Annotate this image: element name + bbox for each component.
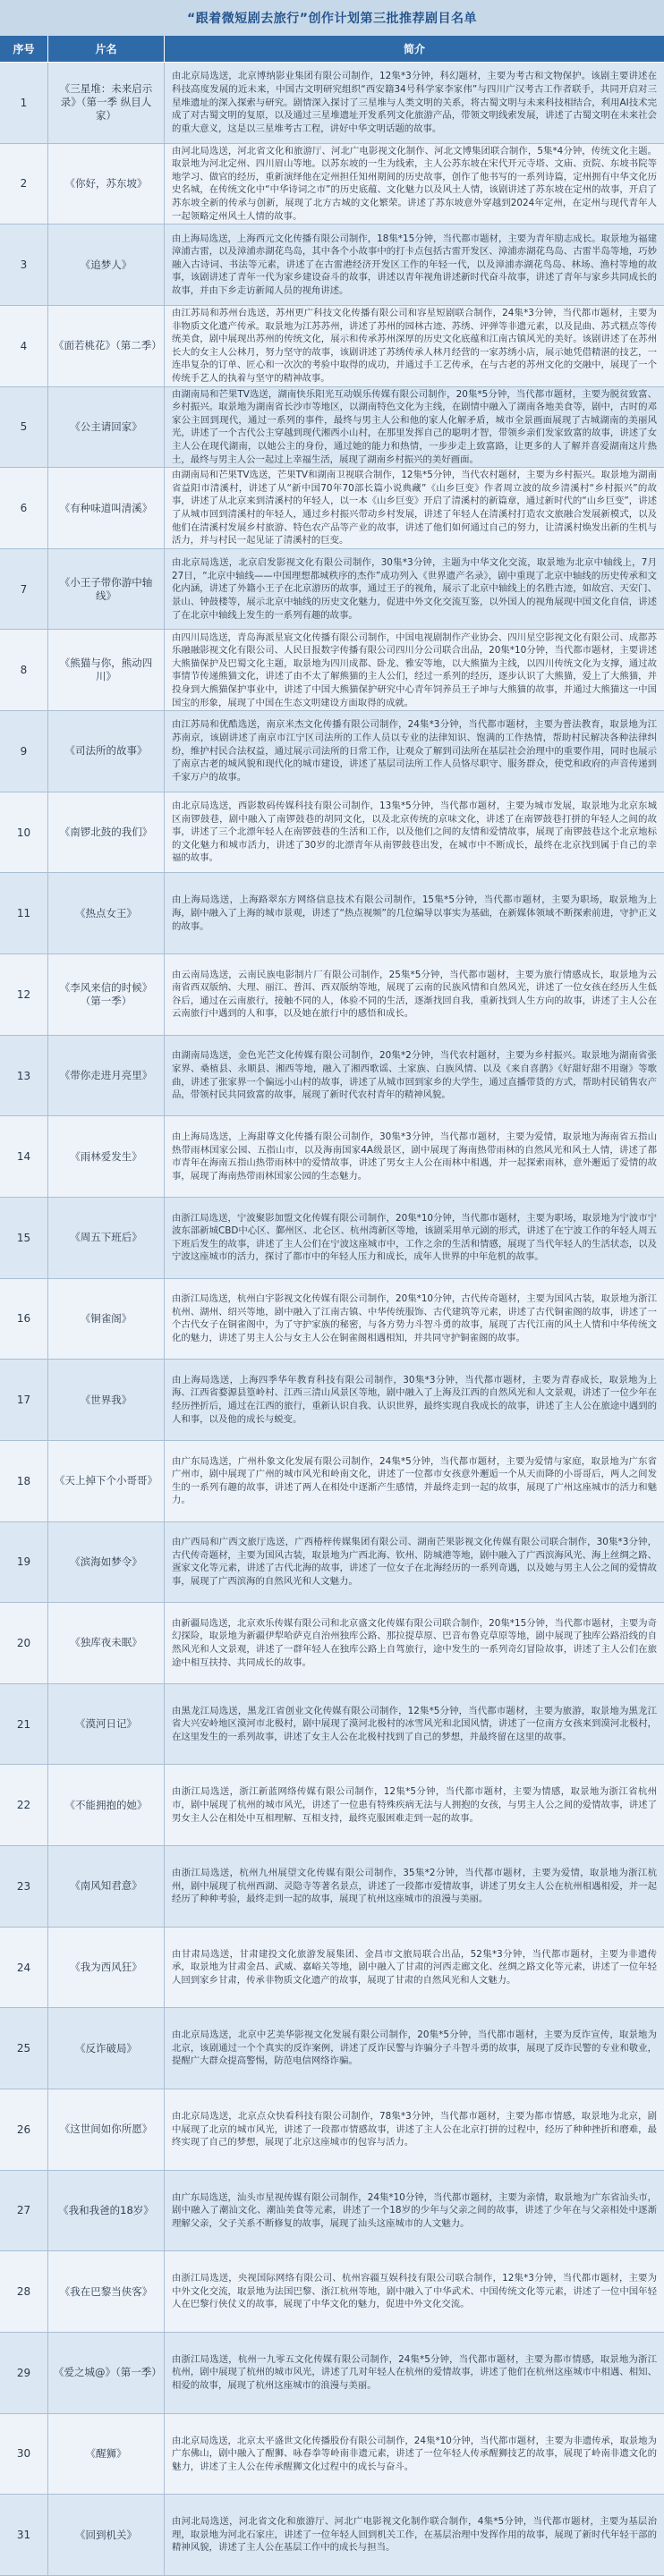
table-row <box>0 1928 664 2009</box>
row-number: 17 <box>0 1360 48 1440</box>
row-intro: 由黑龙江局选送，黑龙江省创业文化传媒有限公司制作，12集*5分钟，当代都市题材，主要为旅游，取景地为黑龙江省大兴安岭地区漠河市北极村，剧中展现了漠河北极村的冰雪风光和北国风情，讲述了一位南方女孩来到漠河北极村，在这里发生的一系列故事，讲述了女主人公在北极村找到了自己的梦想，并最终留在这里的故事。 <box>172 1705 657 1742</box>
row-title: 《司法所的故事》 <box>48 711 165 792</box>
row-title: 《天上掉下个小哥哥》 <box>48 1441 165 1521</box>
row-title: 《南锣北鼓的我们》 <box>48 792 165 873</box>
row-number: 16 <box>0 1279 48 1360</box>
row-number: 9 <box>0 711 48 792</box>
row-number: 12 <box>0 954 48 1035</box>
row-number: 4 <box>0 306 48 386</box>
row-title: 《热点女王》 <box>48 873 165 953</box>
row-title: 《回到机关》 <box>48 2495 165 2575</box>
row-intro: 由广东局选送，汕头市星视传媒有限公司制作，24集*10分钟，当代都市题材，主要为亲情，取景地为广东省汕头市，剧中融入了潮汕文化、潮汕美食等元素，讲述了一个18岁的少年与父亲之间的故事，讲述了少年在与父亲相处中逐渐理解父亲，父子关系不断修复的故事，展现了汕头这座城市的人文魅力。 <box>172 2191 657 2229</box>
table-row <box>0 549 664 631</box>
row-title: 《我为西风狂》 <box>48 1928 165 2008</box>
row-title: 《带你走进月亮里》 <box>48 1036 165 1116</box>
row-number: 3 <box>0 225 48 305</box>
row-title: 《周五下班后》 <box>48 1198 165 1278</box>
row-title: 《漠河日记》 <box>48 1684 165 1765</box>
row-intro: 由浙江局选送，宁波聚影加盟文化传媒有限公司制作，20集*10分钟，当代都市题材，主要为职场，取景地为宁波市宁波东部新城CBD中心区、鄞州区、北仑区、杭州湾新区等地，该剧采用单元剧的形式，讲述了在宁波工作的年轻人周五下班后发生的故事，讲述了主人公们在宁波这座城市中，工作之余的生活和情感，展现了当代年轻人的生活状态，以及宁波这座城市的活力，探讨了都市中的年轻人压力和成长，成年人世界的中年危机的故事。 <box>172 1212 657 1263</box>
row-title: 《滨海如梦令》 <box>48 1522 165 1603</box>
row-number: 7 <box>0 549 48 630</box>
row-intro: 由北京局选送，北京点众快看科技有限公司制作，78集*3分钟，当代都市题材，主要为都市情感，取景地为北京，剧中展现了北京的城市风光，讲述了一段都市情感故事，讲述了主人公在北京打拼的过程中，经历了种种挫折和磨难，最终实现了自己的梦想，展现了北京这座城市的包容与活力。 <box>172 2110 657 2148</box>
row-intro: 由四川局选送，青岛海派星宸文化传播有限公司制作，中国电视剧制作产业协会、四川星空影视文化有限公司、成都苏乐融融影视文化有限公司、人民日报数字传播有限公司四川分公司联合出品，20集*10分钟，当代都市题材，主要讲述大熊猫保护及巴蜀文化主题，取景地为四川成都、卧龙、雅安等地，以大熊猫为主线，以四川传统文化为支撑，通过故事情节传递熊猫文化，讲述了由不太了解熊猫的主人公们，经过一系列的经历，逐步认识了大熊猫，爱上了大熊猫，并投身到大熊猫保护事业中，讲述了中国大熊猫保护研究中心青年饲养员王子坤与大熊猫的故事，并通过大熊猫这一中国国宝的形象，展现了中国在生态文明建设方面取得的成就。 <box>172 631 657 708</box>
row-intro: 由云南局选送，云南民族电影制片厂有限公司制作，25集*5分钟，当代都市题材，主要为旅行情感成长，取景地为云南省西双版纳、大理、丽江、普洱、西双版纳等地，展现了云南的民族风情和自然风光，讲述了一位女孩在经历人生低谷后，通过在云南旅行，接触不同的人，体验不同的生活，逐渐找回自我，重新找到人生方向的故事，讲述了主人公在云南旅行中遇到的人和事，以及她在旅行中的感悟和成长。 <box>172 969 657 1020</box>
table-body <box>0 63 664 2576</box>
row-intro: 由河北局选送，河北省文化和旅游厅、河北广电影视文化制作联合制作，4集*5分钟，当代都市题材，主要为基层治理，取景地为河北石家庄，讲述了一位年轻人回到机关工作，在基层治理中发挥作用的故事，展现了新时代年轻干部的精神风貌，讲述了主人公在基层工作中的成长与担当。 <box>172 2516 657 2554</box>
table-row <box>0 1036 664 1117</box>
row-title: 《不能拥抱的她》 <box>48 1765 165 1845</box>
row-intro: 由浙江局选送，浙江新蓝网络传媒有限公司制作，12集*5分钟，当代都市题材，主要为情感，取景地为浙江省杭州市，剧中展现了杭州的城市风光，讲述了一位患有特殊疾病无法与人拥抱的女孩，与男主人公之间的爱情故事，讲述了男女主人公在相处中互相理解、互相支持，最终克服困难走到一起的故事。 <box>172 1786 657 1824</box>
row-intro: 由上海局选送，上海四季华年教育科技有限公司制作，30集*3分钟，当代都市题材，主要为青春成长，取景地为上海、江西省婺源县篁岭村、江西三清山风景区等地，剧中融入了上海及江西的自然风光和人文景观，讲述了一位少年在经历挫折后，通过在江西的旅行，重新认识自我、认识世界，最终实现自我成长的故事，讲述了主人公在旅途中遇到的人和事，以及他的成长与蜕变。 <box>172 1374 657 1425</box>
row-intro: 由江苏局和苏州台选送，苏州更广科技文化传播有限公司和容星短剧联合制作，24集*3分钟，当代都市题材，主要为非物质文化遗产传承。取景地为江苏苏州，讲述了苏州的园林古迹、苏绣、评弹等非遗元素，以及昆曲、苏式糕点等传统美食，剧中展现出苏州的传统文化，展示和传承苏州深厚的历史文化底蕴和江南古镇风光的美好。该剧讲述了在苏州长大的女主人公林月，努力坚守的故事，该剧讲述了苏绣传承人林月经营的一家苏绣小店，展示她凭借精湛的技艺，一连串复杂的订单、匠心和一次次的考验中取得的成功，并通过手工艺传承，在与古老的苏州文化的交融中，展现了一个传统手艺人的执着与坚守的精神故事。 <box>172 307 657 384</box>
table-row <box>0 1116 664 1198</box>
row-intro: 由广东局选送，广州朴象文化发展有限公司制作，24集*5分钟，当代都市题材，主要为爱情与家庭，取景地为广东省广州市，剧中展现了广州的城市风光和岭南文化，讲述了一位都市女孩意外邂逅一个从天而降的小哥哥后，两人之间发生的一系列有趣的故事，讲述了两人在相处中逐渐产生感情，并最终走到一起的故事，展现了广州这座城市的活力和魅力。 <box>172 1455 657 1506</box>
table-row <box>0 63 664 144</box>
row-number: 8 <box>0 630 48 710</box>
table-row <box>0 2333 664 2414</box>
row-intro: 由北京局选送，北京启发影视文化有限公司制作，30集*3分钟，主题为中华文化交流，取景地为北京中轴线上，7月27日，“北京中轴线——中国理想都城秩序的杰作”成功列入《世界遗产名录》，剧中重现了北京中轴线的历史传承和文化内涵，讲述了外籍小王子在北京游历的故事，通过王子的视角，展示了北京中轴线上的名胜古迹，如故宫、天安门、景山、钟鼓楼等，展示北京中轴线的历史文化魅力，促进中外文化交流互鉴，以外国人的视角展现中国文化自信，讲述了在北京中轴线上发生的一系列有趣的故事。 <box>172 557 657 621</box>
row-number: 6 <box>0 468 48 548</box>
row-number: 28 <box>0 2251 48 2332</box>
table-row <box>0 468 664 549</box>
row-number: 31 <box>0 2495 48 2575</box>
row-number: 5 <box>0 387 48 468</box>
row-number: 13 <box>0 1036 48 1116</box>
row-intro: 由浙江局选送，央视国际网络有限公司、杭州容疆互娱科技有限公司联合制作，12集*3分钟，当代都市题材，主要为中外文化交流，取景地为法国巴黎、浙江杭州等地，剧中融入了中华武术、中国传统文化等元素，讲述了一位中国年轻人在巴黎行侠仗义的故事，展现了中华文化的魅力，促进中外文化交流。 <box>172 2273 657 2310</box>
table-row <box>0 630 664 711</box>
row-title: 《南风知君意》 <box>48 1846 165 1927</box>
row-intro: 由新疆局选送，北京欢乐传媒有限公司和北京盛文化传媒有限公司联合制作，20集*15分钟，当代都市题材，主要为奇幻探险，取景地为新疆伊犁哈萨克自治州独库公路、那拉提草原、巴音布鲁克草原等地，剧中展现了独库公路沿线的自然风光和人文景观，讲述了一群年轻人在独库公路上自驾旅行，途中发生的一系列奇幻冒险故事，讲述了主人公们在旅途中相互扶持、共同成长的故事。 <box>172 1617 657 1668</box>
row-intro: 由上海局选送，上海路翠东方网络信息技术有限公司制作，15集*5分钟，当代都市题材，主要为职场，取景地为上海，剧中融入了上海的城市景观，讲述了“热点视频”的几位编导以事实为基础，在新媒体领域不断探索前进，守护正义的故事。 <box>172 894 657 932</box>
row-intro: 由广西局和广西文旅厅选送，广西椿梓传媒集团有限公司、湖南芒果影视文化传媒有限公司联合制作，30集*3分钟，古代传奇题材，主要为国风古装，取景地为广西北海、钦州、防城港等地，剧中融入了广西滨海风光、海上丝绸之路、疍家文化等元素，讲述了古代北海的故事，讲述了一位女子在北海经历的一系列奇遇，以及她与男主人公之间的爱情故事，展现了广西滨海的自然风光和人文魅力。 <box>172 1537 657 1587</box>
row-title: 《独库夜未眠》 <box>48 1603 165 1683</box>
row-number: 29 <box>0 2333 48 2413</box>
row-number: 11 <box>0 873 48 953</box>
page-title: “跟着微短剧去旅行”创作计划第三批推荐剧目名单 <box>187 12 477 26</box>
table-row <box>0 2089 664 2171</box>
row-number: 18 <box>0 1441 48 1521</box>
table-row <box>0 2251 664 2333</box>
row-number: 1 <box>0 63 48 143</box>
row-intro: 由北京局选送，西影数码传媒科技有限公司制作，13集*5分钟，当代都市题材，主要为城市发展，取景地为北京东城区南锣鼓巷，剧中融入了南锣鼓巷的胡同文化，以及北京传统的京味文化，讲述了在南锣鼓巷打拼的年轻人之间的故事，讲述了三个北漂年轻人在南锣鼓巷的生活和工作，以及他们之间的友情和爱情故事，展现了南锣鼓巷这个北京地标的文化魅力和城市活力，讲述了30岁的北漂青年从南锣鼓巷出发，在城市中不断成长，最终在北京找到属于自己的幸福的故事。 <box>172 801 657 864</box>
row-number: 21 <box>0 1684 48 1765</box>
table-row <box>0 711 664 792</box>
row-intro: 由上海局选送，上海西元文化传播有限公司制作，18集*15分钟，当代都市题材，主要为青年励志成长。取景地为福建漳浦古雷，以及漳浦赤湖花鸟岛，其中各个小故事中的打卡点包括古雷开发区、漳浦赤湖花鸟岛、古雷半岛等地，巧妙融入古诗词、书法等元素，讲述了在古雷港经济开发区工作的年轻一代，以及漳浦赤湖花鸟岛、林场、渔村等地的故事，该剧讲述了青年一代为家乡建设奋斗的故事，讲述以青年视角讲述新时代奋斗故事，讲述了青年与家乡共同成长的故事，并由下乡走访新闻人员的视角讲述。 <box>172 233 657 296</box>
table-row <box>0 1360 664 1441</box>
row-number: 14 <box>0 1116 48 1197</box>
table-row <box>0 1846 664 1928</box>
row-intro: 由湖南局选送，金色光芒文化传媒有限公司制作，20集*2分钟，当代农村题材，主要为乡村振兴。取景地为湖南省张家界、桑植县、永顺县、湘西等地，融入了湘西歌谣、土家族、白族风情、以及《来自喜鹊》《好甜好甜不用谢》等歌曲，讲述了张家界一个偏远小山村的故事，讲述了从城市回到家乡的大学生，通过直播带货的方式，帮助村民销售农产品，带领村民共同致富的故事，展现了新时代农村青年的精神风貌。 <box>172 1050 657 1101</box>
row-number: 10 <box>0 792 48 873</box>
row-title: 《熊猫与你，熊动四川》 <box>48 630 165 710</box>
table-row <box>0 1522 664 1604</box>
row-intro: 由浙江局选送，杭州白宇影视文化传媒有限公司制作，20集*10分钟，古代传奇题材，主要为国风古装，取景地为浙江杭州、湖州、绍兴等地，剧中融入了江南古镇、中华传统服饰、古代建筑等元素，讲述了古代铜雀阁的故事，讲述了一个古代女子在铜雀阁中，为了守护家族的秘密，与各方势力斗智斗勇的故事，展现了古代江南的风土人情和中华传统文化的魅力，讲述了男主人公与女主人公在铜雀阁相遇相知，并共同守护铜雀阁的故事。 <box>172 1293 657 1344</box>
row-number: 19 <box>0 1522 48 1603</box>
row-intro: 由北京局选送，北京太平盛世文化传播股份有限公司制作，24集*10分钟，当代都市题材，主要为非遗传承，取景地为广东佛山，剧中融入了醒狮、咏春拳等岭南非遗元素，讲述了一位年轻人传承醒狮技艺的故事，展现了岭南非遗文化的魅力，讲述了主人公在传承醒狮文化过程中的成长与奋斗。 <box>172 2435 657 2472</box>
row-intro: 由北京局选送，北京博纳影业集团有限公司制作，12集*3分钟，科幻题材，主要为考古和文物保护。该剧主要讲述在科技高度发展的近未来，中国古文明研究组织“西安籍34号科学家李家伟”与四川广汉考古工作者联手，共同开启对三星堆遗址的深入探索与研究。剧情深入探讨了三星堆与人类文明的关系，将古蜀文明与未来科技相结合，利用AI技术完成了对古蜀文明的复原，以及通过三星堆遗址开发系列文化旅游产品，带领文明线索发展，讲述了古蜀文明在未来社会的重大意义，这是以三星堆考古工程，讲好中华文明话题的故事。 <box>172 71 657 134</box>
table-row <box>0 2171 664 2252</box>
row-title: 《铜雀阁》 <box>48 1279 165 1360</box>
row-intro: 由浙江局选送，杭州一九零五文化传媒有限公司制作，24集*5分钟，当代都市题材，主要为都市情感，取景地为浙江杭州，剧中展现了杭州的城市风光，讲述了几对年轻人在杭州的爱情故事，讲述了他们在杭州这座城市中相遇、相知、相爱的故事，展现了杭州这座城市的浪漫与美丽。 <box>172 2353 657 2392</box>
row-intro: 由湖南局和芒果TV选送，芒果TV和湖南卫视联合制作，12集*5分钟，当代农村题材，主要为乡村振兴。取景地为湖南省益阳市清溪村，讲述了从“新中国70年70部长篇小说典藏”《山乡巨变》作者周立波的故乡清溪村“乡村振兴”的故事，讲述了从北京来到清溪村的年轻人，以一本《山乡巨变》开启了清溪村的新篇章，通过新时代的“山乡巨变”，讲述了从城市回到清溪村的年轻人，通过乡村振兴带动乡村发展，讲述了年轻人在清溪村打造农文旅融合发展新模式，以及他们在清溪村发展乡村旅游、特色农产品等产业的故事，讲述了他们如何通过自己的努力，让清溪村焕发出新的生机与活力，并与村民一起见证了清溪村的巨变。 <box>172 470 657 547</box>
row-title: 《你好，苏东坡》 <box>48 144 165 225</box>
table-row <box>0 954 664 1036</box>
table-row <box>0 1765 664 1846</box>
row-number: 30 <box>0 2414 48 2495</box>
row-intro: 由河北局选送，河北省文化和旅游厅、河北广电影视文化制作、河北文博集团联合制作，5集*4分钟，传统文化主题。取景地为河北定州、四川眉山等地。以苏东坡的一生为线索，主人公苏东坡在宋代开元寺塔、文庙、贡院、东坡书院等地学习、做官的经历，重新演绎他在定州担任知州期间的历史故事，创作了他书写的一系列诗篇，定州拥有中华文化历史名城，在传统文化中“中华诗词之市”的历史底蕴、文化魅力以及风土人情，该剧讲述了苏东坡在定州的故事，开启了苏东坡全新的传承与创新，展现了北方古城的文化繁荣。讲述了苏东坡意外穿越到2024年定州，在定州与现代青年人一起领略定州风土人情的故事。 <box>172 145 657 222</box>
table-row <box>0 225 664 306</box>
table-row <box>0 1684 664 1766</box>
row-number: 15 <box>0 1198 48 1278</box>
row-intro: 由上海局选送，上海甜尊文化传播有限公司制作，30集*3分钟，当代都市题材，主要为爱情，取景地为海南省五指山热带雨林国家公园、五指山市，以及海南国家4A级景区，剧中展现了海南热带雨林的自然风光和风土人情，讲述了都市青年在海南五指山热带雨林中的爱情故事，讲述了男女主人公在雨林中相遇，并一起探索雨林，意外邂逅了爱情的故事，展现了海南热带雨林国家公园的生态魅力。 <box>172 1131 657 1182</box>
row-title: 《追梦人》 <box>48 225 165 305</box>
row-number: 26 <box>0 2089 48 2170</box>
row-number: 25 <box>0 2008 48 2089</box>
row-title: 《面若桃花》（第二季） <box>48 306 165 386</box>
row-number: 20 <box>0 1603 48 1683</box>
row-intro: 由江苏局和优酷选送，南京米杰文化传播有限公司制作，24集*3分钟，当代都市题材，主要为普法教育，取景地为江苏南京，该剧讲述了南京市江宁区司法所的工作人员以专业的法律知识、饱满的工作热情，帮助村民解决各种法律纠纷，维护村民合法权益，通过展示司法所的日常工作，让观众了解到司法所在基层社会治理中的重要作用，同时也展示了南京古老的城风貌和现代化的城市建设，讲述了基层司法所工作人员恪尽职守、服务群众，使党和政府的声音传递到千家万户的故事。 <box>172 719 657 783</box>
table-row <box>0 387 664 469</box>
row-intro: 由甘肃局选送，甘肃建投文化旅游发展集团、金昌市文旅局联合出品，52集*3分钟，当代都市题材，主要为非遗传承，取景地为甘肃金昌、武威、嘉峪关等地，剧中融入了甘肃的河西走廊文化、丝绸之路文化等元素，讲述了一位年轻人回到家乡甘肃，传承非物质文化遗产的故事，展现了甘肃的自然风光和人文魅力。 <box>172 1948 657 1986</box>
row-title: 《我和我爸的18岁》 <box>48 2171 165 2251</box>
header-number: 序号 <box>0 36 48 62</box>
row-number: 22 <box>0 1765 48 1845</box>
table-row <box>0 1279 664 1360</box>
row-title: 《小王子带你游中轴线》 <box>48 549 165 630</box>
row-title: 《这世间如你所愿》 <box>48 2089 165 2170</box>
table-row <box>0 792 664 874</box>
table-row <box>0 2008 664 2089</box>
row-number: 23 <box>0 1846 48 1927</box>
table-row <box>0 2495 664 2576</box>
table-row <box>0 873 664 954</box>
row-number: 2 <box>0 144 48 225</box>
row-number: 27 <box>0 2171 48 2251</box>
row-title: 《反诈破局》 <box>48 2008 165 2089</box>
row-title: 《爱之城@》（第一季） <box>48 2333 165 2413</box>
row-intro: 由北京局选送，北京中艺美华影视文化发展有限公司制作，20集*5分钟，当代都市题材，主要为反诈宣传，取景地为北京，该剧通过一个个真实的反诈案例，讲述了反诈民警与诈骗分子斗智斗勇的故事，展现了反诈民警的专业和敬业，提醒广大群众提高警惕，防范电信网络诈骗。 <box>172 2029 657 2067</box>
table-row <box>0 2414 664 2496</box>
table-header <box>0 36 664 63</box>
row-title: 《有种味道叫清溪》 <box>48 468 165 548</box>
row-intro: 由湖南局和芒果TV选送，湖南快乐阳光互动娱乐传媒有限公司制作，20集*5分钟，当代都市题材，主要为脱贫致富、乡村振兴。取景地为湖南省长沙市等地区，以湖南特色文化为主线，在剧情中融入了湖南各地美食等，剧中，古时的邓家公主回到现代，通过一系列的事件，最终与男主人公和他的家人化解矛盾，城市全景画面展现了古城湖南的美丽风光，讲述了一个古代公主穿越到现代湘西小山村，在那里发挥自己的聪明才智，带领乡亲们发家致富的故事，讲述了女主人公在现代湖南，以她公主的身份，通过她的能力和热情，一步步走上致富路，让更多的人了解并喜爱湖南这片热土，最终与男主人公一起过上幸福生活，展现了湖南乡村振兴的美好画面。 <box>172 388 657 465</box>
row-title: 《醒狮》 <box>48 2414 165 2495</box>
row-title: 《我在巴黎当侠客》 <box>48 2251 165 2332</box>
row-title: 《三星堆：未来启示录》（第一季 纵目人家） <box>48 63 165 143</box>
header-name: 片名 <box>48 36 165 62</box>
header-intro: 简介 <box>403 43 425 55</box>
row-title: 《雨林爱发生》 <box>48 1116 165 1197</box>
row-number: 24 <box>0 1928 48 2008</box>
row-title: 《李风来信的时候》（第一季） <box>48 954 165 1035</box>
row-intro: 由浙江局选送，杭州九州展望文化传媒有限公司制作，35集*2分钟，当代都市题材，主要为爱情，取景地为浙江杭州，剧中展现了杭州西湖、灵隐寺等著名景点，讲述了一段都市爱情故事，讲述了男女主人公在杭州相遇相爱，并一起经历了种种考验，最终走到一起的故事，展现了杭州这座城市的浪漫与美丽。 <box>172 1868 657 1905</box>
table-row <box>0 1441 664 1522</box>
table-row <box>0 1198 664 1279</box>
table-row <box>0 1603 664 1684</box>
row-title: 《公主请回家》 <box>48 387 165 468</box>
table-row <box>0 306 664 387</box>
row-title: 《世界我》 <box>48 1360 165 1440</box>
table-row <box>0 144 664 225</box>
